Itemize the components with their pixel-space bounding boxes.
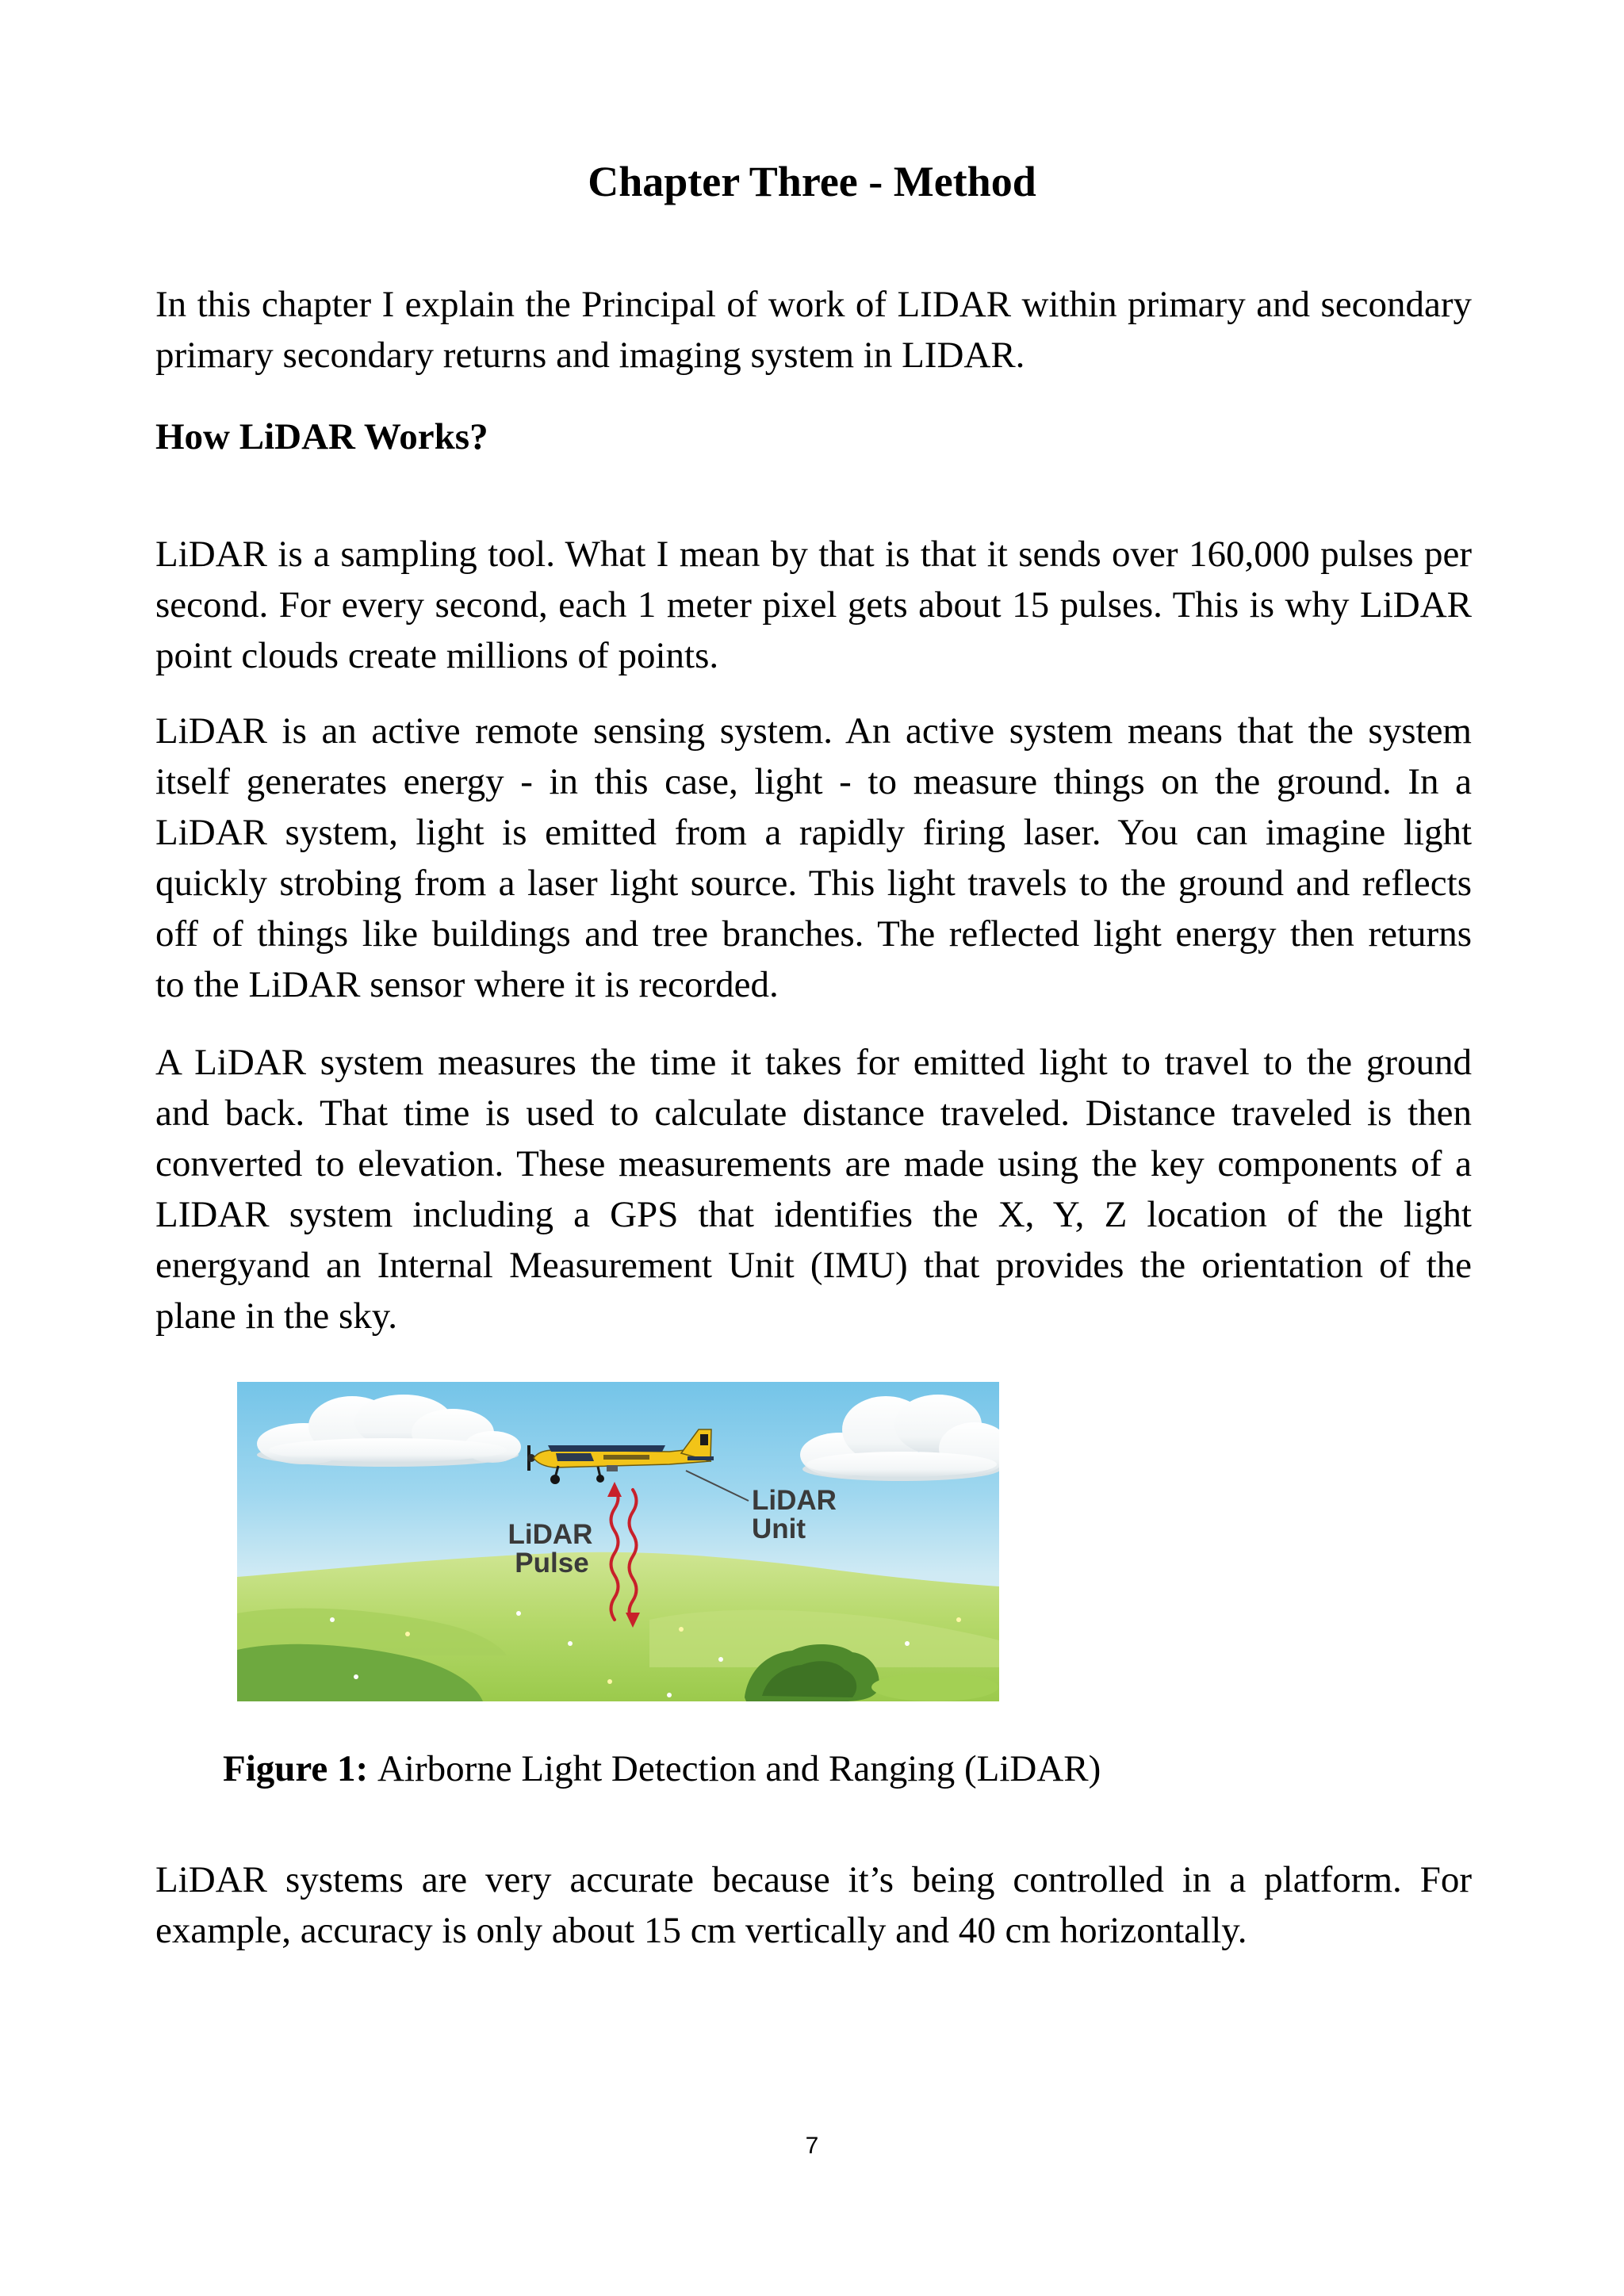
paragraph-line: LiDAR is an active remote sensing system. An active system means that the system	[155, 710, 1472, 752]
accuracy-paragraph	[155, 1854, 1472, 1956]
lidar-figure-illustration	[237, 1382, 999, 1701]
paragraph-line: to the LiDAR sensor where it is recorded.	[155, 964, 779, 1005]
active-sensing-paragraph	[155, 706, 1472, 1010]
paragraph-line: itself generates energy - in this case, light - to measure things on the ground. In a	[155, 761, 1472, 802]
paragraph-line: quickly strobing from a laser light source. This light travels to the ground and reflects	[155, 863, 1472, 904]
section-heading: How LiDAR Works?	[155, 416, 488, 457]
pulse-label-line2: Pulse	[515, 1548, 589, 1578]
pulse-label-line1: LiDAR	[508, 1519, 593, 1550]
paragraph-line: LIDAR system including a GPS that identifies the X, Y, Z location of the light	[155, 1194, 1472, 1235]
figure-caption-label: Figure 1:	[223, 1748, 369, 1789]
paragraph-line: LiDAR systems are very accurate because it’s being controlled in a platform. For	[155, 1859, 1472, 1900]
unit-label-line1: LiDAR	[752, 1485, 837, 1516]
paragraph-line: second. For every second, each 1 meter pixel gets about 15 pulses. This is why LiDAR	[155, 584, 1472, 626]
paragraph-line: In this chapter I explain the Principal of work of LIDAR within primary and secondary	[155, 284, 1472, 325]
paragraph-line: and back. That time is used to calculate distance traveled. Distance traveled is then	[155, 1093, 1472, 1134]
paragraph-line: off of things like buildings and tree branches. The reflected light energy then returns	[155, 913, 1472, 955]
measurement-paragraph	[155, 1037, 1472, 1341]
figure-caption-text: Airborne Light Detection and Ranging (LiDAR)	[377, 1748, 1101, 1789]
figure-caption	[223, 1743, 1101, 1794]
paragraph-line: A LiDAR system measures the time it takes for emitted light to travel to the ground	[155, 1042, 1472, 1083]
paragraph-line: example, accuracy is only about 15 cm vertically and 40 cm horizontally.	[155, 1910, 1247, 1951]
paragraph-line: point clouds create millions of points.	[155, 635, 719, 676]
paragraph-line: primary secondary returns and imaging system in LIDAR.	[155, 335, 1025, 376]
page-number: 7	[805, 2133, 819, 2159]
chapter-title: Chapter Three - Method	[588, 158, 1036, 205]
paragraph-line: LiDAR is a sampling tool. What I mean by that is that it sends over 160,000 pulses per	[155, 534, 1472, 575]
paragraph-line: LiDAR system, light is emitted from a rapidly firing laser. You can imagine light	[155, 812, 1472, 853]
sampling-paragraph	[155, 529, 1472, 681]
unit-label-line2: Unit	[752, 1513, 806, 1544]
paragraph-line: energyand an Internal Measurement Unit (IMU) that provides the orientation of the	[155, 1245, 1472, 1286]
intro-paragraph	[155, 279, 1472, 381]
paragraph-line: plane in the sky.	[155, 1295, 397, 1337]
paragraph-line: converted to elevation. These measurements are made using the key components of a	[155, 1143, 1472, 1184]
